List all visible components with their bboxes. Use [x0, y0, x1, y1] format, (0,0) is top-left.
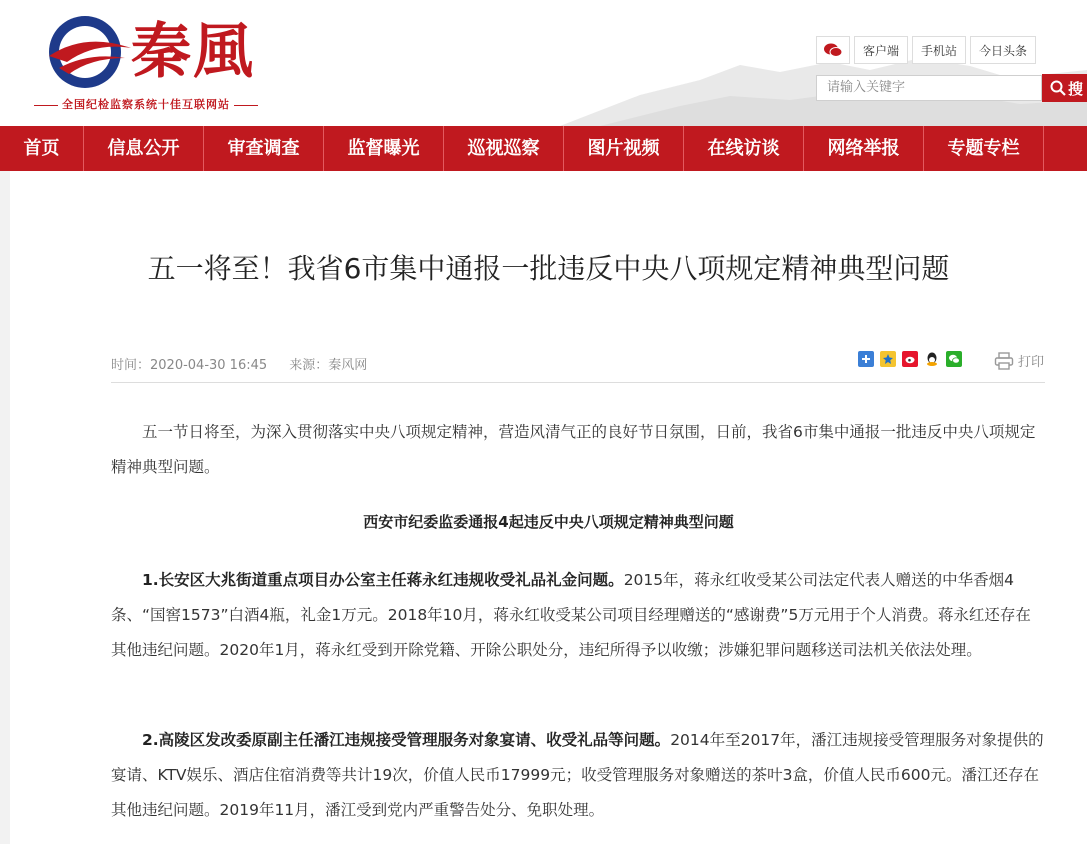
section-subtitle: 西安市纪委监委通报4起违反中央八项规定精神典型问题 — [363, 513, 734, 531]
share-more-icon[interactable] — [858, 351, 874, 367]
share-qq-icon[interactable] — [924, 351, 940, 367]
printer-icon — [994, 352, 1014, 370]
logo-tagline: 全国纪检监察系统十佳互联网站 — [30, 96, 262, 112]
meta-divider — [111, 382, 1045, 383]
search-button[interactable] — [1042, 74, 1087, 102]
article-source: 来源：秦风网 — [289, 358, 368, 373]
share-weibo-icon[interactable] — [902, 351, 918, 367]
main-nav — [0, 126, 1087, 171]
nav-item-interview[interactable]: 在线访谈 — [684, 126, 804, 171]
search-input[interactable]: 请输入关键字 — [816, 75, 1042, 101]
item-2-body: 2014年至2017年，潘江违规接受管理服务对象提供的宴请、KTV娱乐、酒店住宿消费等共计19次，价值人民币17999元；收受管理服务对象赠送的茶叶3盒，价值人民币600元。潘江还存在其他违纪问题。2019年11月，潘江受到党内严重警告处分、免职处理。 — [111, 731, 1044, 819]
item-2-heading: 2.高陵区发改委原副主任潘江违规接受管理服务对象宴请、收受礼品等问题。 — [142, 731, 671, 749]
site-header — [0, 0, 1087, 126]
nav-item-exposure[interactable]: 监督曝光 — [324, 126, 444, 171]
nav-item-special[interactable]: 专题专栏 — [924, 126, 1044, 171]
nav-item-media[interactable]: 图片视频 — [564, 126, 684, 171]
nav-item-report[interactable]: 网络举报 — [804, 126, 924, 171]
article-container — [10, 171, 1087, 844]
site-logo[interactable] — [45, 8, 305, 108]
item-1-body: 2015年，蒋永红收受某公司法定代表人赠送的中华香烟4条、“国窖1573”白酒4瓶，礼金1万元。2018年10月，蒋永红收受某公司项目经理赠送的“感谢费”5万元用于个人消费。蒋永红还存在其他违纪问题。2020年1月，蒋永红受到开除党籍、开除公职处分，违纪所得予以收缴；涉嫌犯罪问题移送司法机关依法处理。 — [111, 571, 1031, 659]
nav-item-investigation[interactable]: 审查调查 — [204, 126, 324, 171]
nav-item-info[interactable]: 信息公开 — [84, 126, 204, 171]
article-title: 五一将至！我省6市集中通报一批违反中央八项规定精神典型问题 — [147, 252, 950, 285]
search-icon — [1050, 80, 1066, 96]
article-item-1 — [111, 563, 1046, 668]
print-button[interactable] — [994, 351, 1044, 370]
nav-item-home[interactable]: 首页 — [0, 126, 84, 171]
wechat-link[interactable] — [816, 36, 850, 64]
item-1-heading: 1.长安区大兆街道重点项目办公室主任蒋永红违规收受礼品礼金问题。 — [142, 571, 624, 589]
share-bar — [858, 351, 962, 367]
client-link[interactable]: 客户端 — [854, 36, 908, 64]
share-wechat-icon[interactable] — [946, 351, 962, 367]
logo-emblem-icon — [45, 12, 135, 92]
wechat-icon — [823, 42, 843, 58]
toutiao-link[interactable]: 今日头条 — [970, 36, 1036, 64]
share-qzone-icon[interactable] — [880, 351, 896, 367]
article-intro: 五一节日将至，为深入贯彻落实中央八项规定精神，营造风清气正的良好节日氛围，日前，我省6市集中通报一批违反中央八项规定精神典型问题。 — [111, 423, 1036, 476]
search-button-label: 搜 — [1068, 79, 1084, 98]
article-meta — [111, 354, 385, 373]
mobile-site-link[interactable]: 手机站 — [912, 36, 966, 64]
logo-name: 秦風 — [131, 17, 255, 87]
top-links — [816, 36, 1036, 64]
nav-item-inspection[interactable]: 巡视巡察 — [444, 126, 564, 171]
article-time: 时间：2020-04-30 16:45 — [111, 358, 268, 373]
article-item-2 — [111, 723, 1046, 828]
print-label: 打印 — [1018, 355, 1045, 370]
